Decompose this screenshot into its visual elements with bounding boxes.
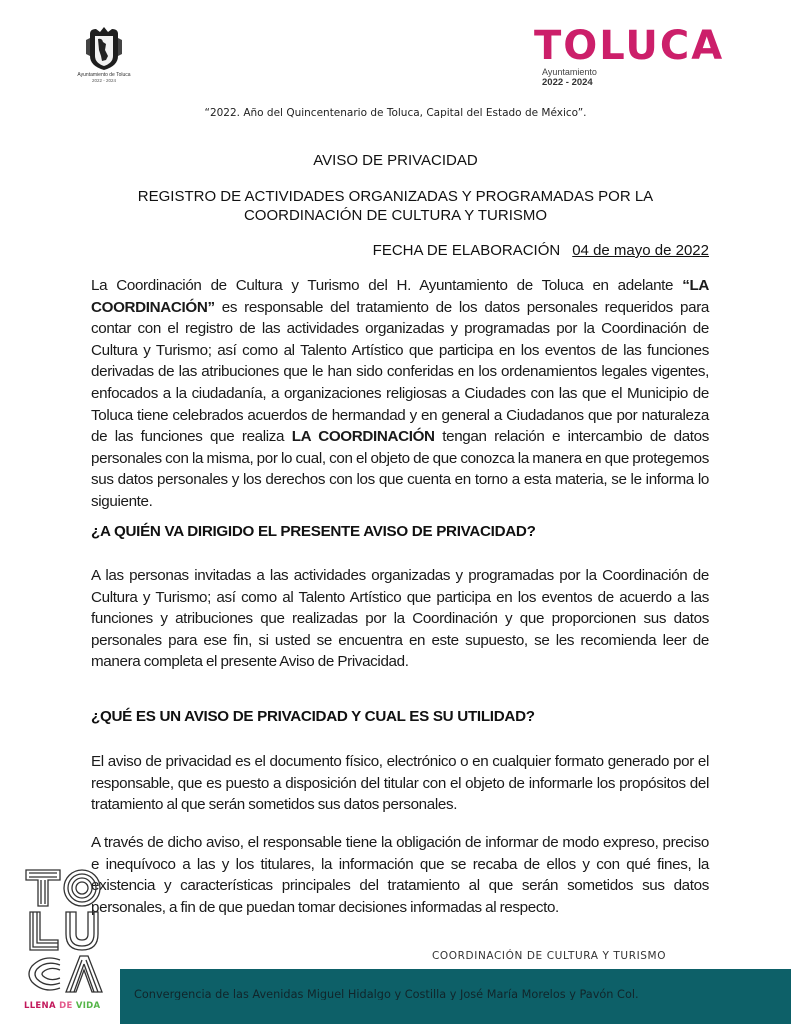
intro-bold-1: “LA COORDINACIÓN” xyxy=(91,277,709,316)
date-label: FECHA DE ELABORACIÓN xyxy=(372,242,561,259)
logo-years: 2022 - 2024 xyxy=(542,77,593,88)
toluca-wordmark-text: TOLUCA xyxy=(534,23,725,69)
municipal-seal-icon xyxy=(84,26,124,72)
subtitle-line-2: COORDINACIÓN DE CULTURA Y TURISMO xyxy=(243,207,548,224)
motto: “2022. Año del Quincentenario de Toluca, Capital del Estado de México”. xyxy=(204,107,587,119)
seal-caption: Ayuntamiento de Toluca xyxy=(77,72,131,78)
section-heading-audience: ¿A QUIÉN VA DIRIGIDO EL PRESENTE AVISO DE PRIVACIDAD? xyxy=(91,523,536,540)
tagline-de: DE xyxy=(59,1001,73,1011)
seal-years: 2022 - 2024 xyxy=(91,78,117,83)
footer-address: Convergencia de las Avenidas Miguel Hidalgo y Costilla y José María Morelos y Pavón Col. xyxy=(134,988,639,1000)
footer-department: COORDINACIÓN DE CULTURA Y TURISMO xyxy=(432,950,667,962)
intro-text-1: La Coordinación de Cultura y Turismo del H. Ayuntamiento de Toluca en adelante xyxy=(91,277,683,294)
elaboration-date xyxy=(373,242,709,259)
toluca-logo xyxy=(534,23,744,96)
audience-paragraph: A las personas invitadas a las actividades organizadas y programadas por la Coordinación de Cultura y Turismo; así como al Talento Artístico que participa en los eventos de acuerdo a las funciones y atribuciones que realizadas por la Coordinación y que proporcionen sus datos personales para ese fin, si usted se encuentra en este supuesto, se les recomienda leer de manera completa el presente Aviso de Privacidad. xyxy=(91,567,709,671)
footer-address-bar xyxy=(120,969,791,1024)
logo-subtitle: Ayuntamiento xyxy=(542,67,597,77)
document-subtitle xyxy=(110,187,681,225)
tagline xyxy=(24,1001,114,1011)
obligation-paragraph: A través de dicho aviso, el responsable tiene la obligación de informar de modo expreso, preciso e inequívoco a las y los titulares, la información que se recaba de ellos y con qué fines, la existencia y características principales del tratamiento al que serán sometidos sus datos personales, a fin de que puedan tomar decisiones informadas al respecto. xyxy=(91,834,709,916)
date-value: 04 de mayo de 2022 xyxy=(572,242,709,259)
intro-text-2: es responsable del tratamiento de los datos personales requeridos para contar con el registro de las actividades organizadas y programadas por la Coordinación de Cultura y Turismo; así como al Talento Artístico que participa en los eventos de las funciones derivadas de las atribuciones que le han sido conferidas en los ordenamientos legales vigentes, enfocados a la ciudadanía, a organizaciones religiosas a Ciudades con las que el Municipio de Toluca tiene celebrados acuerdos de hermandad y en general a Ciudadanos que por naturaleza de las funciones que realiza xyxy=(91,298,709,446)
tagline-vida: VIDA xyxy=(75,1001,101,1011)
toluca-wordmark xyxy=(534,23,744,69)
intro-text-3: tengan relación e intercambio de datos personales con la misma, por lo cual, con el objeto de que conozca la manera en que protegemos sus datos personales y los derechos con los que cuenta en torno a esta materia, se le informa lo siguiente. xyxy=(91,428,709,510)
definition-paragraph: El aviso de privacidad es el documento físico, electrónico o en cualquier formato generado por el responsable, que es puesto a disposición del titular con el objeto de informarle los propósitos del tratamiento al que serán sometidos sus datos personales. xyxy=(91,753,709,814)
intro-paragraph xyxy=(91,275,709,513)
section-heading-definition: ¿QUÉ ES UN AVISO DE PRIVACIDAD Y CUAL ES SU UTILIDAD? xyxy=(91,708,535,725)
document-title: AVISO DE PRIVACIDAD xyxy=(313,152,478,169)
toluca-outline-letters-icon xyxy=(24,866,104,994)
toluca-llena-de-vida-logo xyxy=(24,866,114,1024)
tagline-llena: LLENA xyxy=(24,1001,56,1011)
municipal-seal xyxy=(72,26,136,92)
intro-bold-2: LA COORDINACIÓN xyxy=(291,428,435,446)
subtitle-line-1: REGISTRO DE ACTIVIDADES ORGANIZADAS Y PROGRAMADAS POR LA xyxy=(137,188,654,205)
